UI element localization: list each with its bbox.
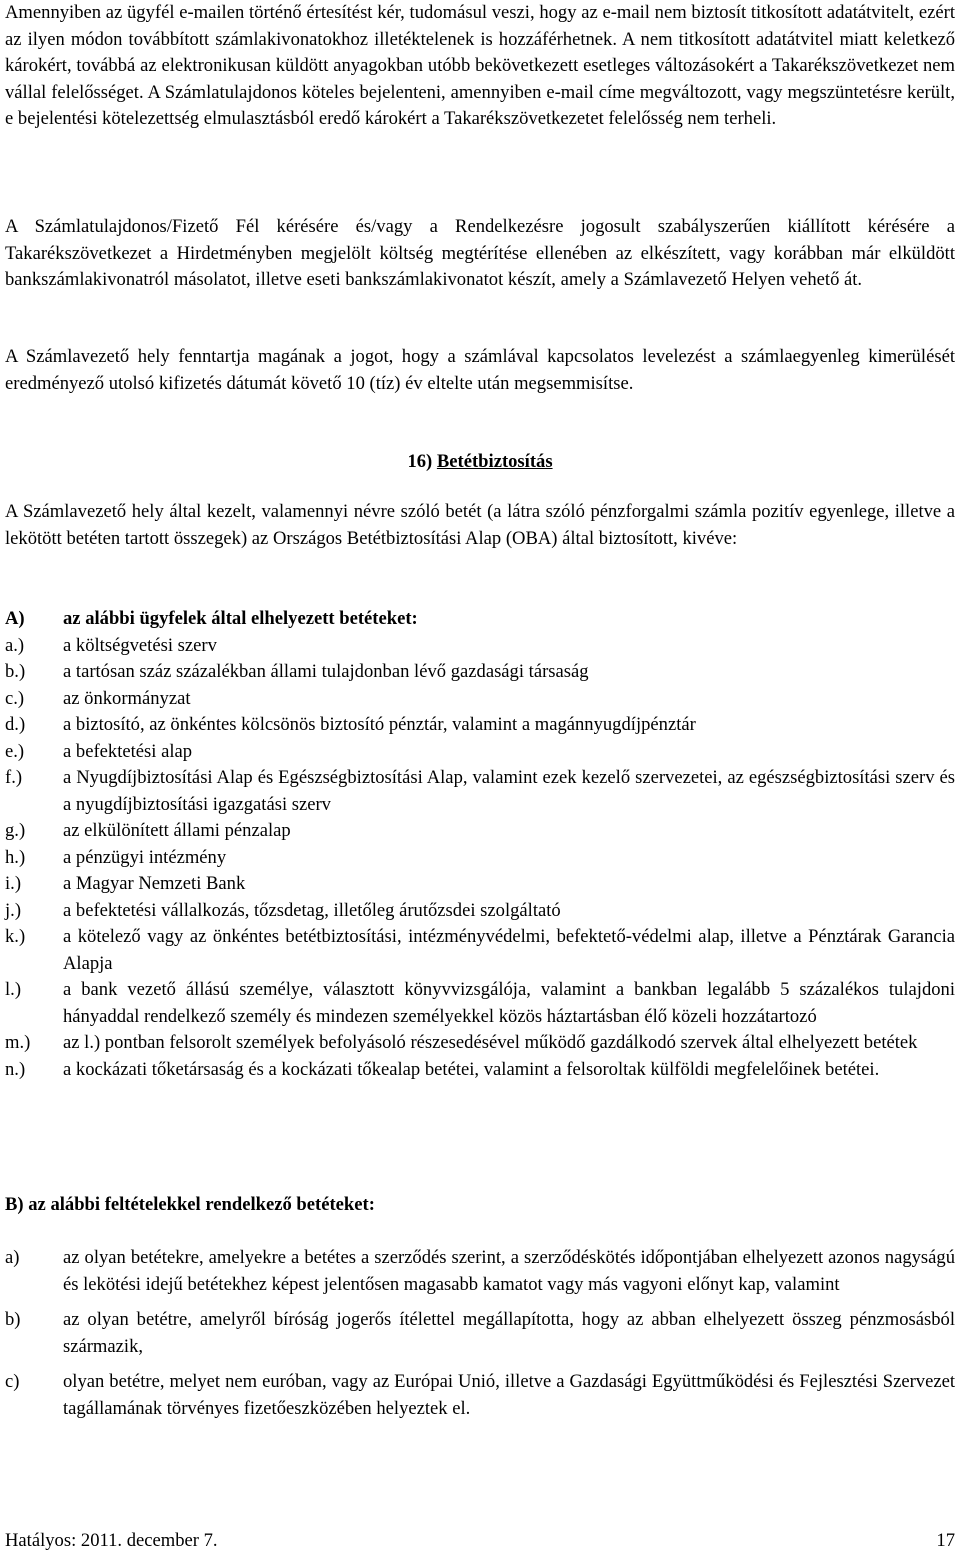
list-item (5, 845, 955, 872)
list-item-text: a Magyar Nemzeti Bank (63, 873, 246, 894)
list-item-marker: e.) (5, 740, 25, 762)
list-item (5, 1369, 955, 1422)
list-a-header (5, 606, 955, 633)
list-item-text: a pénzügyi intézmény (63, 846, 227, 868)
list-item-text: az önkormányzat (63, 687, 191, 709)
list-item-text: a kockázati tőketársaság és a kockázati tőkealap betétei, valamint a felsoroltak külföldi megfelelőinek betétei. (63, 1058, 880, 1080)
list-excluded-conditions (5, 1245, 955, 1422)
list-item (5, 1030, 955, 1057)
paragraph-correspondence-retention: A Számlavezető hely fenntartja magának a jogot, hogy a számlával kapcsolatos levelezést a számlaegyenleg kimerülését eredményező utolsó kifizetés dátumát követő 10 (tíz) év eltelte után megsemmisítse. (5, 346, 955, 394)
paragraph-email-notice: Amennyiben az ügyfél e-mailen történő értesítést kér, tudomásul veszi, hogy az e-mail nem biztosít titkosított adatátvitelt, ezért az ilyen módon továbbított számlakivonatokhoz illetéktelenek is hozzáférhetnek. A nem titkosított adatátvitel miatt keletkező károkért, továbbá az elektronikusan küldött anyagokban utóbb bekövetkezett esetleges változásokért a Takarékszövetkezet nem vállal felelősséget. A Számlatulajdonos köteles bejelenteni, amennyiben e-mail címe megváltozott, vagy megszüntetésre került, e bejelentési kötelezettség elmulasztásból eredő károkért a Takarékszövetkezetet felelősség nem terheli. (5, 2, 955, 129)
list-item (5, 633, 955, 660)
list-item-text: a kötelező vagy az önkéntes betétbiztosítási, intézményvédelmi, befektető-védelmi alap, illetve a Pénztárak Garancia Alapja (63, 926, 955, 974)
list-excluded-clients (5, 606, 955, 1083)
paragraph-deposit-insurance: A Számlavezető hely által kezelt, valamennyi névre szóló betét (a látra szóló pénzforgalmi számla pozitív egyenlege, illetve a lekötött betéten tartott összegek) az Országos Betétbiztosítási Alap (OBA) által biztosított, kivéve: (5, 501, 955, 549)
list-a-title: az alábbi ügyfelek által elhelyezett betéteket: (63, 608, 418, 629)
list-item (5, 659, 955, 686)
list-item-text: a befektetési vállalkozás, tőzsdetag, illetőleg árutőzsdei szolgáltató (63, 899, 561, 921)
effective-date: Hatályos: 2011. december 7. (5, 1530, 218, 1551)
list-item-text: a befektetési alap (63, 740, 193, 762)
list-item (5, 818, 955, 845)
list-item-text: az elkülönített állami pénzalap (63, 820, 291, 841)
section-title: Betétbiztosítás (436, 451, 553, 472)
list-item-marker: d.) (5, 714, 26, 735)
list-item (5, 977, 955, 1030)
list-item-text: az l.) pontban felsorolt személyek befolyásoló részesedésével működő gazdálkodó szervek által elhelyezett betétek (63, 1032, 918, 1053)
list-item (5, 1307, 955, 1360)
page-number: 17 (936, 1530, 955, 1551)
list-item-marker: c) (5, 1371, 20, 1392)
list-item-marker: l.) (5, 979, 22, 1000)
list-item-text: olyan betétre, melyet nem euróban, vagy az Európai Unió, illetve a Gazdasági Együttműködési és Fejlesztési Szervezet tagállamának törvényes fizetőeszközében helyeztek el. (63, 1371, 955, 1419)
list-item (5, 924, 955, 977)
list-item-marker: n.) (5, 1058, 26, 1080)
section-heading (5, 449, 955, 476)
list-item (5, 898, 955, 925)
list-item-marker: f.) (5, 767, 23, 788)
list-item-marker: m.) (5, 1032, 31, 1053)
list-item (5, 871, 955, 898)
list-item (5, 1245, 955, 1298)
list-item-text: az olyan betétekre, amelyekre a betétes a szerződés szerint, a szerződéskötés időpontjában elhelyezett azonos nagyságú és lekötési idejű betétekhez képest jelentősen magasabb kamatot vagy más vagyoni előnyt kap, valamint (63, 1247, 955, 1295)
list-item-marker: a.) (5, 634, 25, 656)
list-item (5, 739, 955, 766)
list-item-text: a tartósan száz százalékban állami tulajdonban lévő gazdasági társaság (63, 661, 589, 682)
section-number: 16) (407, 451, 433, 472)
paragraph-statement-copy: A Számlatulajdonos/Fizető Fél kérésére és/vagy a Rendelkezésre jogosult szabályszerűen kiállított kérésére a Takarékszövetkezet a Hirdetményben megjelölt költség megtérítése ellenében az elkészített, vagy korábban már elküldött bankszámlakivonatról másolatot, illetve eseti bankszámlakivonatot készít, amely a Számlavezető Helyen vehető át. (5, 216, 955, 290)
list-item-marker: a) (5, 1247, 20, 1268)
list-item-marker: j.) (5, 899, 22, 921)
page-footer (5, 1528, 955, 1555)
list-item (5, 765, 955, 818)
list-item-marker: c.) (5, 687, 25, 709)
list-a-items (5, 633, 955, 1084)
list-b-title: B) az alábbi feltételekkel rendelkező betéteket: (5, 1194, 375, 1215)
list-item-marker: h.) (5, 846, 26, 868)
list-item-marker: b.) (5, 661, 26, 682)
list-item-text: a bank vezető állású személye, választott könyvvizsgálója, valamint a bankban legalább 5 százalékos tulajdoni hányaddal rendelkező személy és mindezen személyekkel közös háztartásban élő közeli hozzátartozó (63, 979, 955, 1027)
list-item-marker: k.) (5, 926, 26, 947)
list-item-text: a Nyugdíjbiztosítási Alap és Egészségbiztosítási Alap, valamint ezek kezelő szervezetei, az egészségbiztosítási szerv és a nyugdíjbiztosítási igazgatási szerv (63, 767, 955, 815)
list-item-marker: i.) (5, 873, 22, 894)
list-item (5, 686, 955, 713)
list-item-marker: b) (5, 1309, 21, 1330)
list-item-text: a költségvetési szerv (63, 634, 217, 656)
list-item-text: az olyan betétre, amelyről bíróság jogerős ítélettel megállapította, hogy az abban elhelyezett összeg pénzmosásból származik, (63, 1309, 955, 1357)
list-item (5, 1057, 955, 1084)
list-a-marker: A) (5, 608, 25, 629)
list-item (5, 712, 955, 739)
list-item-marker: g.) (5, 820, 26, 841)
list-item-text: a biztosító, az önkéntes kölcsönös biztosító pénztár, valamint a magánnyugdíjpénztár (63, 714, 696, 735)
